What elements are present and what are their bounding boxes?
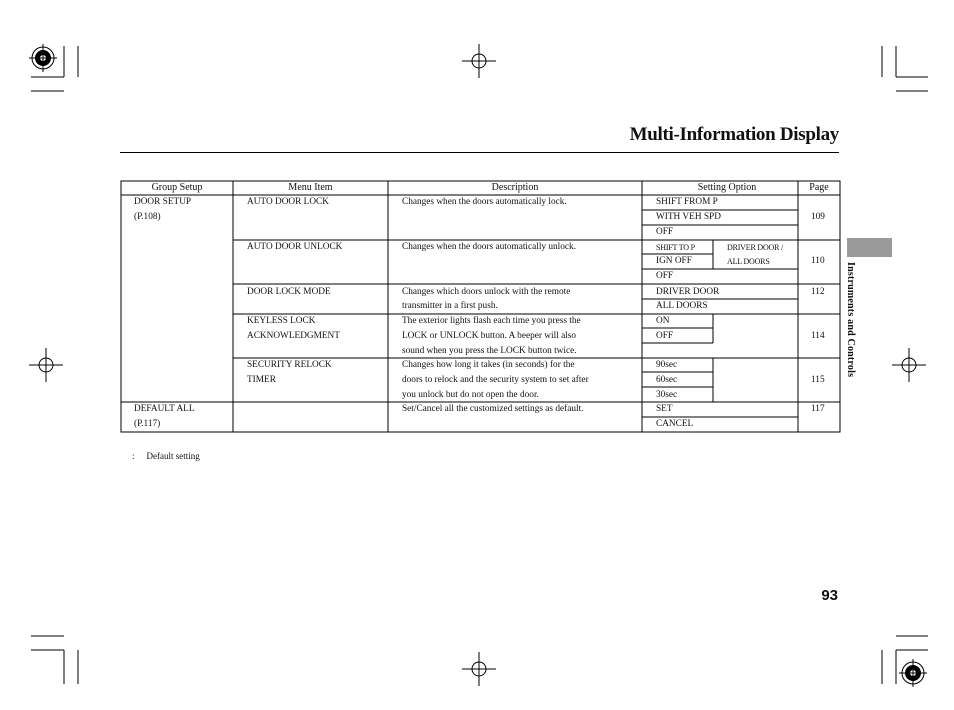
page-ref: 109 xyxy=(811,212,825,222)
footnote-text: Default setting xyxy=(146,451,200,461)
group-default-all-ref: (P.117) xyxy=(134,419,161,429)
setting-option: OFF xyxy=(656,331,674,341)
setting-option: SHIFT TO P xyxy=(656,243,695,252)
group-default-all: DEFAULT ALL xyxy=(134,404,195,414)
description: Changes how long it takes (in seconds) for the xyxy=(402,360,575,370)
col-header-menu: Menu Item xyxy=(288,182,333,193)
group-door-setup: DOOR SETUP xyxy=(134,197,192,207)
page-ref: 112 xyxy=(811,287,825,297)
description: Changes which doors unlock with the remote xyxy=(402,287,571,297)
col-header-page: Page xyxy=(809,182,829,193)
description: Set/Cancel all the customized settings as default. xyxy=(402,404,584,414)
col-header-desc: Description xyxy=(491,182,539,193)
footnote xyxy=(132,451,200,461)
section-tab xyxy=(847,238,892,257)
description: you unlock but do not open the door. xyxy=(402,390,539,400)
col-header-group: Group Setup xyxy=(151,182,203,193)
menu-item: SECURITY RELOCK xyxy=(247,360,332,370)
menu-item: AUTO DOOR UNLOCK xyxy=(247,242,343,252)
setting-option: DRIVER DOOR / xyxy=(727,243,784,252)
section-label-text: Instruments and Controls xyxy=(845,262,856,378)
page-number: 93 xyxy=(821,587,838,604)
setting-option: 90sec xyxy=(656,360,678,370)
page-ref: 114 xyxy=(811,331,825,341)
setting-option: OFF xyxy=(656,227,674,237)
page-ref: 115 xyxy=(811,375,825,385)
menu-item: TIMER xyxy=(247,375,276,385)
section-label xyxy=(845,262,863,412)
setting-option: DRIVER DOOR xyxy=(656,287,720,297)
setting-option: CANCEL xyxy=(656,419,694,429)
setting-option: SET xyxy=(656,404,673,414)
group-door-setup-ref: (P.108) xyxy=(134,212,161,222)
menu-item: AUTO DOOR LOCK xyxy=(247,197,329,207)
setting-option: OFF xyxy=(656,271,674,281)
menu-item: DOOR LOCK MODE xyxy=(247,287,331,297)
setting-option: 30sec xyxy=(656,390,678,400)
menu-item: KEYLESS LOCK xyxy=(247,316,316,326)
description: LOCK or UNLOCK button. A beeper will also xyxy=(402,331,577,341)
menu-item: ACKNOWLEDGMENT xyxy=(247,331,340,341)
setting-option: 60sec xyxy=(656,375,678,385)
title-rule xyxy=(120,152,839,153)
description: sound when you press the LOCK button twice. xyxy=(402,346,577,356)
description: transmitter in a first push. xyxy=(402,301,498,311)
description: The exterior lights flash each time you press the xyxy=(402,316,581,326)
description: doors to relock and the security system to set after xyxy=(402,375,589,385)
setting-option: SHIFT FROM P xyxy=(656,197,718,207)
page-ref: 117 xyxy=(811,404,825,414)
description: Changes when the doors automatically unlock. xyxy=(402,242,577,252)
description: Changes when the doors automatically lock. xyxy=(402,197,567,207)
setting-option: WITH VEH SPD xyxy=(656,212,721,222)
footnote-symbol: : xyxy=(132,451,135,461)
page-title: Multi-Information Display xyxy=(629,124,839,145)
setting-option: IGN OFF xyxy=(656,256,692,266)
col-header-option: Setting Option xyxy=(697,182,757,193)
setting-option: ALL DOORS xyxy=(656,301,708,311)
page-ref: 110 xyxy=(811,256,825,266)
setting-option: ALL DOORS xyxy=(727,257,770,266)
setting-option: ON xyxy=(656,316,670,326)
